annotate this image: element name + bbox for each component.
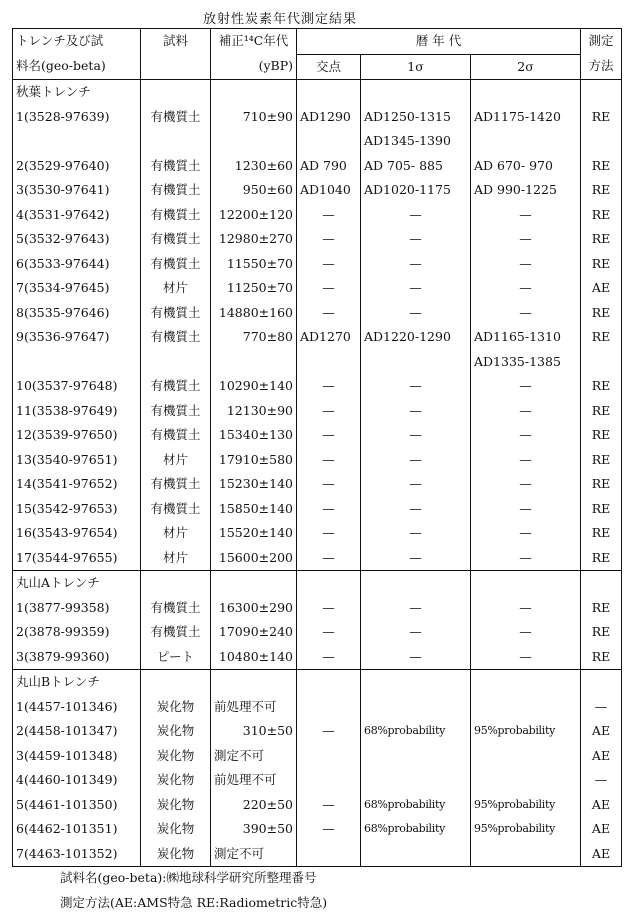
sample-id: 3(4459-101348) (13, 744, 141, 769)
sample-id: 12(3539-97650) (13, 423, 141, 448)
two-sigma-range: — (471, 276, 581, 301)
two-sigma-range: 95%probability (471, 817, 581, 842)
two-sigma-range: — (471, 227, 581, 252)
measurement-method: RE (581, 105, 622, 130)
two-sigma-range: — (471, 448, 581, 473)
two-sigma-range: 95%probability (471, 719, 581, 744)
empty-cell (581, 129, 622, 154)
sample-id: 17(3544-97655) (13, 546, 141, 571)
section-heading-row (13, 670, 622, 695)
measurement-method: RE (581, 448, 622, 473)
empty-cell (297, 129, 361, 154)
sample-material: 炭化物 (141, 793, 211, 818)
empty-cell (471, 571, 581, 596)
table-row (13, 645, 622, 670)
two-sigma-range: — (471, 497, 581, 522)
intercept-age (297, 768, 361, 793)
sample-material: 材片 (141, 448, 211, 473)
empty-cell (471, 80, 581, 105)
two-sigma-range (471, 695, 581, 720)
sample-id: 16(3543-97654) (13, 521, 141, 546)
sample-material: 有機質土 (141, 227, 211, 252)
sample-material: 炭化物 (141, 719, 211, 744)
measurement-method: RE (581, 301, 622, 326)
measurement-method: RE (581, 645, 622, 670)
one-sigma-range: — (361, 203, 471, 228)
measurement-method: — (581, 768, 622, 793)
sample-id: 3(3530-97641) (13, 178, 141, 203)
table-row (13, 497, 622, 522)
corrected-age: 1230±60 (211, 154, 297, 179)
header-row-1 (13, 29, 622, 55)
two-sigma-range (471, 842, 581, 867)
corrected-age: 前処理不可 (211, 768, 297, 793)
sample-id: 8(3535-97646) (13, 301, 141, 326)
empty-cell (297, 80, 361, 105)
intercept-age (297, 744, 361, 769)
measurement-method: RE (581, 472, 622, 497)
intercept-age: — (297, 227, 361, 252)
sample-id: 13(3540-97651) (13, 448, 141, 473)
sample-material: 炭化物 (141, 768, 211, 793)
empty-cell (361, 80, 471, 105)
two-sigma-range: — (471, 546, 581, 571)
empty-cell (581, 571, 622, 596)
table-row (13, 695, 622, 720)
header-intercept: 交点 (297, 54, 361, 80)
table-row (13, 301, 622, 326)
corrected-age: 10480±140 (211, 645, 297, 670)
two-sigma-range: — (471, 423, 581, 448)
table-row (13, 620, 622, 645)
two-sigma-range: — (471, 521, 581, 546)
one-sigma-range (361, 744, 471, 769)
sample-material: 有機質土 (141, 301, 211, 326)
empty-cell (13, 129, 141, 154)
table-row (13, 105, 622, 130)
document-title: 放射性炭素年代測定結果 (202, 12, 357, 27)
sample-material: 炭化物 (141, 842, 211, 867)
corrected-age: 12130±90 (211, 399, 297, 424)
table-row-continuation (13, 350, 622, 375)
section-heading: 丸山Aトレンチ (13, 571, 141, 596)
measurement-method: RE (581, 399, 622, 424)
two-sigma-range: — (471, 203, 581, 228)
sample-id: 6(4462-101351) (13, 817, 141, 842)
table-row (13, 276, 622, 301)
one-sigma-range: 68%probability (361, 793, 471, 818)
measurement-method: RE (581, 497, 622, 522)
table-row (13, 203, 622, 228)
section-heading-row (13, 571, 622, 596)
note-sample-name: 試料名(geo-beta):㈱地球科学研究所整理番号 (60, 870, 317, 885)
empty-cell (211, 670, 297, 695)
two-sigma-range: — (471, 301, 581, 326)
empty-cell (361, 670, 471, 695)
sample-material: 有機質土 (141, 596, 211, 621)
measurement-method: RE (581, 596, 622, 621)
corrected-age: 15230±140 (211, 472, 297, 497)
measurement-method: RE (581, 178, 622, 203)
measurement-method: RE (581, 620, 622, 645)
sample-id: 6(3533-97644) (13, 252, 141, 277)
one-sigma-range: 68%probability (361, 817, 471, 842)
sample-id: 4(4460-101349) (13, 768, 141, 793)
intercept-age: — (297, 301, 361, 326)
sample-material: 材片 (141, 521, 211, 546)
table-row (13, 325, 622, 350)
sample-material: 有機質土 (141, 620, 211, 645)
one-sigma-range: — (361, 521, 471, 546)
one-sigma-range-extra (361, 350, 471, 375)
table-row (13, 817, 622, 842)
corrected-age: 310±50 (211, 719, 297, 744)
corrected-age: 14880±160 (211, 301, 297, 326)
measurement-method: RE (581, 203, 622, 228)
intercept-age: — (297, 521, 361, 546)
table-row (13, 423, 622, 448)
sample-id: 14(3541-97652) (13, 472, 141, 497)
one-sigma-range: — (361, 252, 471, 277)
two-sigma-range-extra (471, 129, 581, 154)
one-sigma-range: — (361, 645, 471, 670)
sample-id: 9(3536-97647) (13, 325, 141, 350)
measurement-method: AE (581, 817, 622, 842)
corrected-age: 17910±580 (211, 448, 297, 473)
sample-id: 10(3537-97648) (13, 374, 141, 399)
sample-material: 有機質土 (141, 497, 211, 522)
empty-cell (211, 129, 297, 154)
sample-id: 5(4461-101350) (13, 793, 141, 818)
two-sigma-range-extra: AD1335-1385 (471, 350, 581, 375)
empty-cell (297, 350, 361, 375)
measurement-method: RE (581, 252, 622, 277)
sample-id: 3(3879-99360) (13, 645, 141, 670)
one-sigma-range: — (361, 276, 471, 301)
intercept-age: — (297, 472, 361, 497)
measurement-method: RE (581, 227, 622, 252)
intercept-age: — (297, 252, 361, 277)
corrected-age: 前処理不可 (211, 695, 297, 720)
one-sigma-range: — (361, 374, 471, 399)
measurement-method: — (581, 695, 622, 720)
two-sigma-range: — (471, 596, 581, 621)
section-heading-row (13, 80, 622, 105)
sample-id: 15(3542-97653) (13, 497, 141, 522)
empty-cell (141, 350, 211, 375)
intercept-age: AD1270 (297, 325, 361, 350)
two-sigma-range: — (471, 399, 581, 424)
corrected-age: 15600±200 (211, 546, 297, 571)
intercept-age: — (297, 497, 361, 522)
two-sigma-range: — (471, 620, 581, 645)
intercept-age: — (297, 620, 361, 645)
sample-material: 有機質土 (141, 472, 211, 497)
sample-material: 炭化物 (141, 817, 211, 842)
table-row (13, 399, 622, 424)
sample-id: 1(4457-101346) (13, 695, 141, 720)
corrected-age: 15340±130 (211, 423, 297, 448)
intercept-age (297, 842, 361, 867)
empty-cell (581, 350, 622, 375)
measurement-method: RE (581, 423, 622, 448)
measurement-method: AE (581, 842, 622, 867)
two-sigma-range: AD1165-1310 (471, 325, 581, 350)
sample-id: 2(3529-97640) (13, 154, 141, 179)
intercept-age: — (297, 817, 361, 842)
sample-material: 有機質土 (141, 252, 211, 277)
intercept-age: AD1290 (297, 105, 361, 130)
intercept-age: — (297, 203, 361, 228)
table-row (13, 178, 622, 203)
empty-cell (297, 571, 361, 596)
sample-material: 有機質土 (141, 203, 211, 228)
one-sigma-range: 68%probability (361, 719, 471, 744)
sample-material: 材片 (141, 546, 211, 571)
two-sigma-range: — (471, 252, 581, 277)
empty-cell (581, 670, 622, 695)
corrected-age: 15520±140 (211, 521, 297, 546)
header-row-2 (13, 54, 622, 80)
table-row (13, 768, 622, 793)
corrected-age: 16300±290 (211, 596, 297, 621)
table-row (13, 154, 622, 179)
table-row (13, 227, 622, 252)
empty-cell (471, 670, 581, 695)
header-1sigma: 1σ (361, 54, 471, 80)
corrected-age: 11250±70 (211, 276, 297, 301)
empty-cell (141, 670, 211, 695)
sample-material: 有機質土 (141, 178, 211, 203)
section-heading: 秋葉トレンチ (13, 80, 141, 105)
header-2sigma: 2σ (471, 54, 581, 80)
intercept-age: — (297, 645, 361, 670)
measurement-method: RE (581, 154, 622, 179)
one-sigma-range: AD 705- 885 (361, 154, 471, 179)
measurement-method: RE (581, 374, 622, 399)
header-material: 試料 (141, 29, 211, 55)
intercept-age: — (297, 719, 361, 744)
sample-id: 2(3878-99359) (13, 620, 141, 645)
two-sigma-range (471, 768, 581, 793)
empty-cell (211, 571, 297, 596)
corrected-age: 390±50 (211, 817, 297, 842)
two-sigma-range: 95%probability (471, 793, 581, 818)
two-sigma-range: AD1175-1420 (471, 105, 581, 130)
one-sigma-range: — (361, 423, 471, 448)
corrected-age: 710±90 (211, 105, 297, 130)
measurement-method: RE (581, 325, 622, 350)
sample-id: 5(3532-97643) (13, 227, 141, 252)
header-method-2: 方法 (581, 54, 622, 80)
sample-material: 炭化物 (141, 695, 211, 720)
corrected-age: 10290±140 (211, 374, 297, 399)
sample-id: 2(4458-101347) (13, 719, 141, 744)
one-sigma-range: — (361, 472, 471, 497)
sample-material: 炭化物 (141, 744, 211, 769)
empty-cell (211, 350, 297, 375)
sample-id: 11(3538-97649) (13, 399, 141, 424)
one-sigma-range: — (361, 620, 471, 645)
table-row (13, 448, 622, 473)
note-method: 測定方法(AE:AMS特急 RE:Radiometric特急) (60, 895, 328, 910)
sample-id: 4(3531-97642) (13, 203, 141, 228)
one-sigma-range: — (361, 399, 471, 424)
table-row (13, 252, 622, 277)
corrected-age: 15850±140 (211, 497, 297, 522)
one-sigma-range-extra: AD1345-1390 (361, 129, 471, 154)
sample-material: 有機質土 (141, 154, 211, 179)
corrected-age: 17090±240 (211, 620, 297, 645)
empty-cell (297, 670, 361, 695)
corrected-age: 11550±70 (211, 252, 297, 277)
header-sample-name-2: 料名(geo-beta) (13, 54, 141, 80)
one-sigma-range: AD1250-1315 (361, 105, 471, 130)
table-row (13, 793, 622, 818)
sample-material: 有機質土 (141, 423, 211, 448)
one-sigma-range: AD1220-1290 (361, 325, 471, 350)
intercept-age: — (297, 596, 361, 621)
empty-cell (141, 129, 211, 154)
empty-cell (141, 571, 211, 596)
empty-cell (361, 571, 471, 596)
empty-cell (581, 80, 622, 105)
sample-id: 1(3528-97639) (13, 105, 141, 130)
header-calendar-age: 暦 年 代 (297, 29, 581, 55)
corrected-age: 12200±120 (211, 203, 297, 228)
table-row (13, 596, 622, 621)
corrected-age: 測定不可 (211, 842, 297, 867)
sample-id: 1(3877-99358) (13, 596, 141, 621)
intercept-age: — (297, 276, 361, 301)
corrected-age: 12980±270 (211, 227, 297, 252)
table-row (13, 842, 622, 867)
section-heading: 丸山Bトレンチ (13, 670, 141, 695)
sample-material: 有機質土 (141, 325, 211, 350)
one-sigma-range: — (361, 497, 471, 522)
one-sigma-range (361, 842, 471, 867)
two-sigma-range (471, 744, 581, 769)
corrected-age: 測定不可 (211, 744, 297, 769)
two-sigma-range: — (471, 645, 581, 670)
measurement-method: AE (581, 744, 622, 769)
one-sigma-range: — (361, 301, 471, 326)
table-row (13, 472, 622, 497)
one-sigma-range: — (361, 546, 471, 571)
sample-material: ピート (141, 645, 211, 670)
table-row (13, 744, 622, 769)
two-sigma-range: AD 990-1225 (471, 178, 581, 203)
one-sigma-range: AD1020-1175 (361, 178, 471, 203)
empty-cell (13, 350, 141, 375)
one-sigma-range (361, 768, 471, 793)
intercept-age: — (297, 793, 361, 818)
measurement-method: AE (581, 793, 622, 818)
one-sigma-range: — (361, 227, 471, 252)
corrected-age: 220±50 (211, 793, 297, 818)
results-table (12, 28, 622, 867)
table-row (13, 374, 622, 399)
empty-cell (141, 80, 211, 105)
header-sample-name-1: トレンチ及び試 (13, 29, 141, 55)
intercept-age: — (297, 374, 361, 399)
two-sigma-range: — (471, 472, 581, 497)
two-sigma-range: — (471, 374, 581, 399)
intercept-age: — (297, 423, 361, 448)
intercept-age: AD1040 (297, 178, 361, 203)
table-row-continuation (13, 129, 622, 154)
sample-id: 7(3534-97645) (13, 276, 141, 301)
measurement-method: RE (581, 521, 622, 546)
sample-material: 有機質土 (141, 399, 211, 424)
empty-cell (211, 80, 297, 105)
sample-material: 有機質土 (141, 105, 211, 130)
one-sigma-range: — (361, 596, 471, 621)
sample-material: 材片 (141, 276, 211, 301)
corrected-age: 950±60 (211, 178, 297, 203)
measurement-method: AE (581, 719, 622, 744)
one-sigma-range (361, 695, 471, 720)
header-age-2: (yBP) (211, 54, 297, 80)
header-method-1: 測定 (581, 29, 622, 55)
intercept-age: AD 790 (297, 154, 361, 179)
intercept-age (297, 695, 361, 720)
measurement-method: RE (581, 546, 622, 571)
sample-material: 有機質土 (141, 374, 211, 399)
measurement-method: AE (581, 276, 622, 301)
table-row (13, 546, 622, 571)
intercept-age: — (297, 448, 361, 473)
header-age-1: 補正¹⁴C年代 (211, 29, 297, 55)
one-sigma-range: — (361, 448, 471, 473)
two-sigma-range: AD 670- 970 (471, 154, 581, 179)
intercept-age: — (297, 399, 361, 424)
table-row (13, 719, 622, 744)
table-row (13, 521, 622, 546)
intercept-age: — (297, 546, 361, 571)
corrected-age: 770±80 (211, 325, 297, 350)
sample-id: 7(4463-101352) (13, 842, 141, 867)
